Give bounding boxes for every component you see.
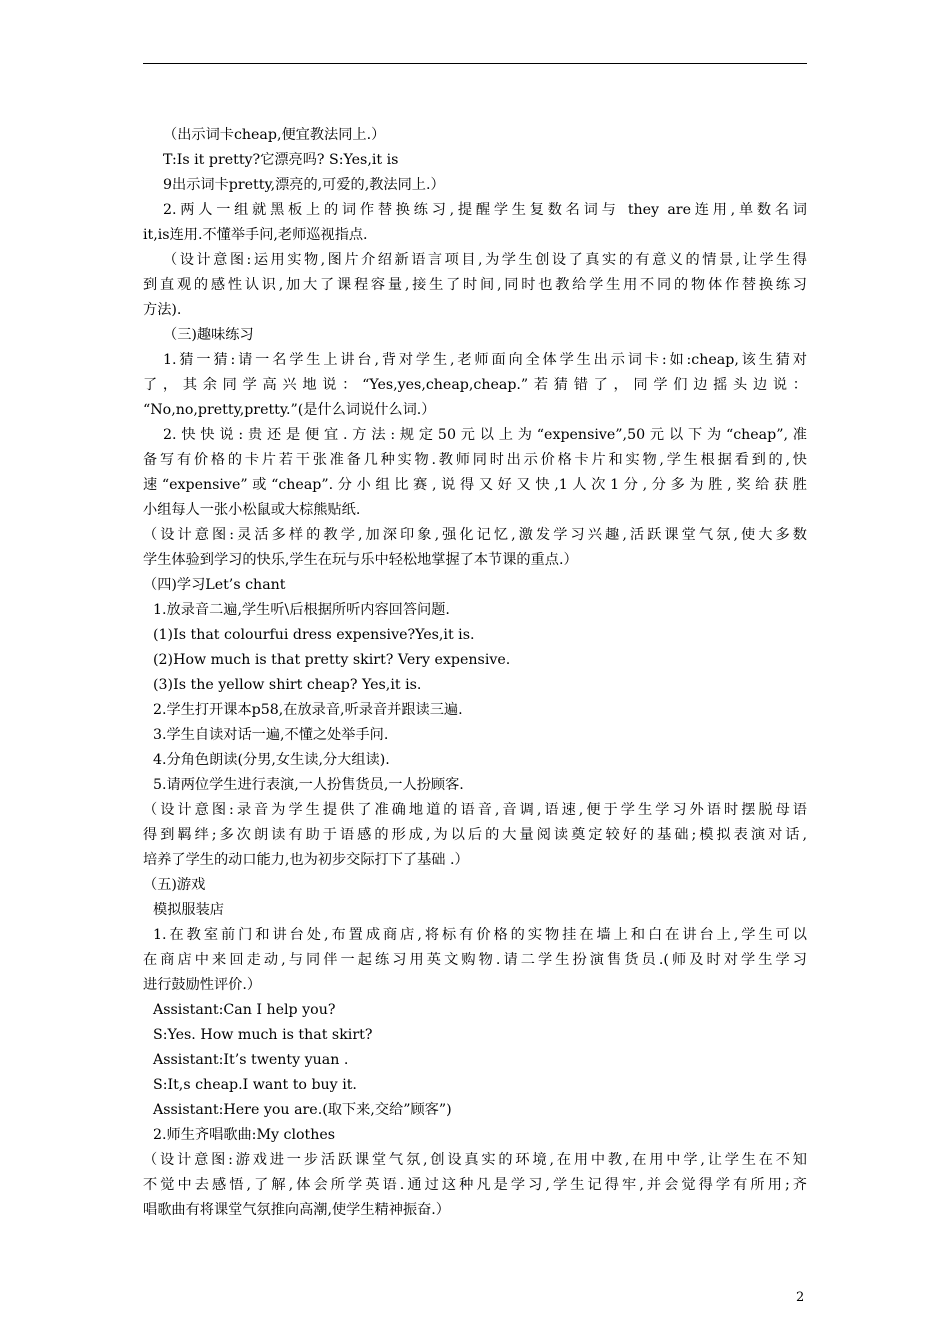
text-line: Assistant:It’s twenty yuan . xyxy=(153,1052,349,1068)
text-line: S:It,s cheap.I want to buy it. xyxy=(153,1077,357,1093)
text-line: 1.猜一猜:请一名学生上讲台,背对学生,老师面向全体学生出示词卡:如:cheap,该生猜对 xyxy=(163,352,807,368)
text-line: （出示词卡cheap,便宜教法同上.） xyxy=(163,127,386,143)
text-line: 到直观的感性认识,加大了课程容量,接生了时间,同时也教给学生用不同的物体作替换练习 xyxy=(143,277,807,293)
text-line: （三)趣味练习 xyxy=(163,327,254,343)
text-line: 了，其余同学高兴地说：“Yes,yes,cheap,cheap.”若猜错了，同学们边摇头边说： xyxy=(143,377,807,393)
text-line: 2.学生打开课本p58,在放录音,听录音并跟读三遍. xyxy=(153,702,463,718)
text-line: 5.请两位学生进行表演,一人扮售货员,一人扮顾客. xyxy=(153,777,464,793)
text-line: 唱歌曲有将课堂气氛推向高潮,使学生精神振奋.） xyxy=(143,1202,450,1218)
text-line: 9出示词卡pretty,漂亮的,可爱的,教法同上.） xyxy=(163,177,445,193)
text-line: （四)学习Let’s chant xyxy=(143,577,286,593)
text-line: （设计意图:运用实物,图片介绍新语言项目,为学生创设了真实的有意义的情景,让学生得 xyxy=(163,252,807,268)
text-line: Assistant:Here you are.(取下来,交给”顾客”) xyxy=(153,1102,452,1118)
text-line: (2)How much is that pretty skirt? Very expensive. xyxy=(153,652,511,668)
text-line: 备写有价格的卡片若干张准备几种实物.教师同时出示价格卡片和实物,学生根据看到的,快 xyxy=(143,452,807,468)
text-line: （设计意图:灵活多样的教学,加深印象,强化记忆,激发学习兴趣,活跃课堂气氛,使大多数 xyxy=(143,527,807,543)
text-line: 小组每人一张小松鼠或大棕熊贴纸. xyxy=(143,502,361,518)
text-line: T:Is it pretty?它漂亮吗? S:Yes,it is xyxy=(163,152,399,168)
header-rule xyxy=(143,63,807,64)
text-line: （设计意图:游戏进一步活跃课堂气氛,创设真实的环境,在用中教,在用中学,让学生在不知 xyxy=(143,1152,807,1168)
page-number: 2 xyxy=(796,1290,805,1305)
text-line: 得到羁绊;多次朗读有助于语感的形成,为以后的大量阅读奠定较好的基础;模拟表演对话, xyxy=(143,827,807,843)
text-line: Assistant:Can I help you? xyxy=(153,1002,336,1018)
text-line: （五)游戏 xyxy=(143,877,206,893)
text-line: 在商店中来回走动,与同伴一起练习用英文购物.请二学生扮演售货员.(师及时对学生学习 xyxy=(143,952,807,968)
text-line: 不觉中去感悟,了解,体会所学英语.通过这种凡是学习,学生记得牢,并会觉得学有所用;齐 xyxy=(143,1177,807,1193)
text-line: 学生体验到学习的快乐,学生在玩与乐中轻松地掌握了本节课的重点.） xyxy=(143,552,578,568)
text-line: 2.两人一组就黑板上的词作替换练习,提醒学生复数名词与 they are连用,单数名词 xyxy=(163,202,807,218)
text-line: 速“expensive”或“cheap”.分小组比赛,说得又好又快,1人次1分,分多为胜,奖给获胜 xyxy=(143,477,807,493)
text-line: 4.分角色朗读(分男,女生读,分大组读). xyxy=(153,752,390,768)
text-line: （设计意图:录音为学生提供了准确地道的语音,音调,语速,便于学生学习外语时摆脱母语 xyxy=(143,802,807,818)
text-line: (1)Is that colourfui dress expensive?Yes,it is. xyxy=(153,627,475,643)
text-line: 2.师生齐唱歌曲:My clothes xyxy=(153,1127,336,1143)
text-line: 模拟服装店 xyxy=(153,902,224,918)
document-body xyxy=(143,123,807,1223)
text-line: 方法). xyxy=(143,302,182,318)
text-line: 进行鼓励性评价.） xyxy=(143,977,262,993)
text-line: “No,no,pretty,pretty.”(是什么词说什么词.） xyxy=(143,402,436,418)
text-line: S:Yes. How much is that skirt? xyxy=(153,1027,373,1043)
text-line: 2.快快说:贵还是便宜.方法:规定50元以上为“expensive”,50元以下为“cheap”,准 xyxy=(163,427,807,443)
text-line: 3.学生自读对话一遍,不懂之处举手问. xyxy=(153,727,389,743)
text-line: it,is连用.不懂举手问,老师巡视指点. xyxy=(143,227,368,243)
text-line: 培养了学生的动口能力,也为初步交际打下了基础 .） xyxy=(143,852,469,868)
text-line: 1.在教室前门和讲台处,布置成商店,将标有价格的实物挂在墙上和白在讲台上,学生可以 xyxy=(153,927,807,943)
text-line: 1.放录音二遍,学生听\后根据所听内容回答问题. xyxy=(153,602,450,618)
text-line: (3)Is the yellow shirt cheap? Yes,it is. xyxy=(153,677,422,693)
